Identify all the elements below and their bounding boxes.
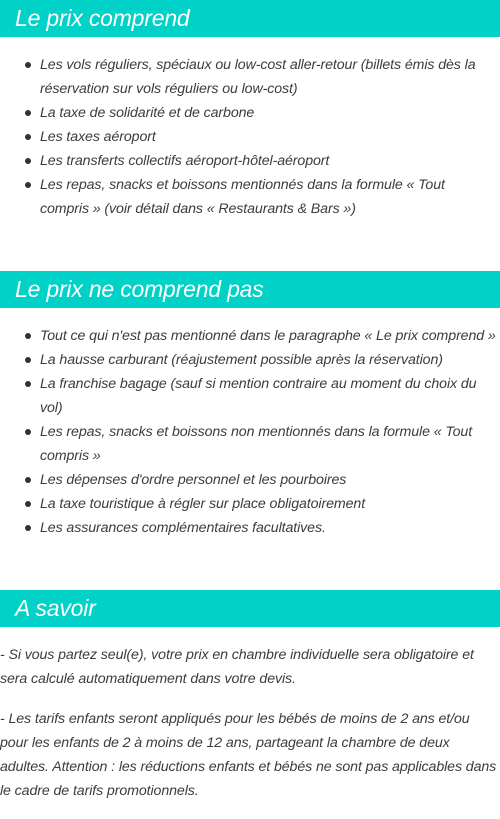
info-paragraph-single-room: - Si vous partez seul(e), votre prix en chambre individuelle sera obligatoire et sera calculé automatiquement dans votre devis. bbox=[0, 647, 474, 687]
bullet-dot-icon bbox=[25, 182, 31, 188]
bullet-dot-icon bbox=[25, 429, 31, 435]
list-item: La franchise bagage (sauf si mention contraire au moment du choix du vol) bbox=[0, 372, 500, 420]
bullet-dot-icon bbox=[25, 525, 31, 531]
section-title-info: A savoir bbox=[0, 590, 500, 627]
list-item: La taxe touristique à régler sur place obligatoirement bbox=[0, 492, 500, 516]
bullet-dot-icon bbox=[25, 333, 31, 339]
bullet-dot-icon bbox=[25, 158, 31, 164]
bullet-dot-icon bbox=[25, 501, 31, 507]
bullet-dot-icon bbox=[25, 477, 31, 483]
list-item: La taxe de solidarité et de carbone bbox=[0, 101, 500, 125]
bullet-dot-icon bbox=[25, 134, 31, 140]
list-item: Les vols réguliers, spéciaux ou low-cost aller-retour (billets émis dès la réservation sur vols réguliers ou low-cost) bbox=[0, 53, 500, 101]
list-item: Les taxes aéroport bbox=[0, 125, 500, 149]
bullet-dot-icon bbox=[25, 62, 31, 68]
list-item: Les repas, snacks et boissons non mentionnés dans la formule « Tout compris » bbox=[0, 420, 500, 468]
list-item: Les assurances complémentaires facultatives. bbox=[0, 516, 500, 540]
info-paragraph-child-rates: - Les tarifs enfants seront appliqués pour les bébés de moins de 2 ans et/ou pour les enfants de 2 à moins de 12 ans, partageant la chambre de deux adultes. Attention : les réductions enfants et bébés ne sont pas applicables dans le cadre de tarifs promotionnels. bbox=[0, 711, 497, 799]
bullet-dot-icon bbox=[25, 357, 31, 363]
list-item: Tout ce qui n'est pas mentionné dans le paragraphe « Le prix comprend » bbox=[0, 324, 500, 348]
included-list bbox=[0, 53, 500, 221]
list-item: Les repas, snacks et boissons mentionnés dans la formule « Tout compris » (voir détail dans « Restaurants & Bars ») bbox=[0, 173, 500, 221]
section-title-excluded: Le prix ne comprend pas bbox=[0, 271, 500, 308]
excluded-list bbox=[0, 324, 500, 540]
list-item: Les transferts collectifs aéroport-hôtel-aéroport bbox=[0, 149, 500, 173]
list-item: Les dépenses d'ordre personnel et les pourboires bbox=[0, 468, 500, 492]
bullet-dot-icon bbox=[25, 381, 31, 387]
list-item: La hausse carburant (réajustement possible après la réservation) bbox=[0, 348, 500, 372]
bullet-dot-icon bbox=[25, 110, 31, 116]
section-title-included: Le prix comprend bbox=[0, 0, 500, 37]
